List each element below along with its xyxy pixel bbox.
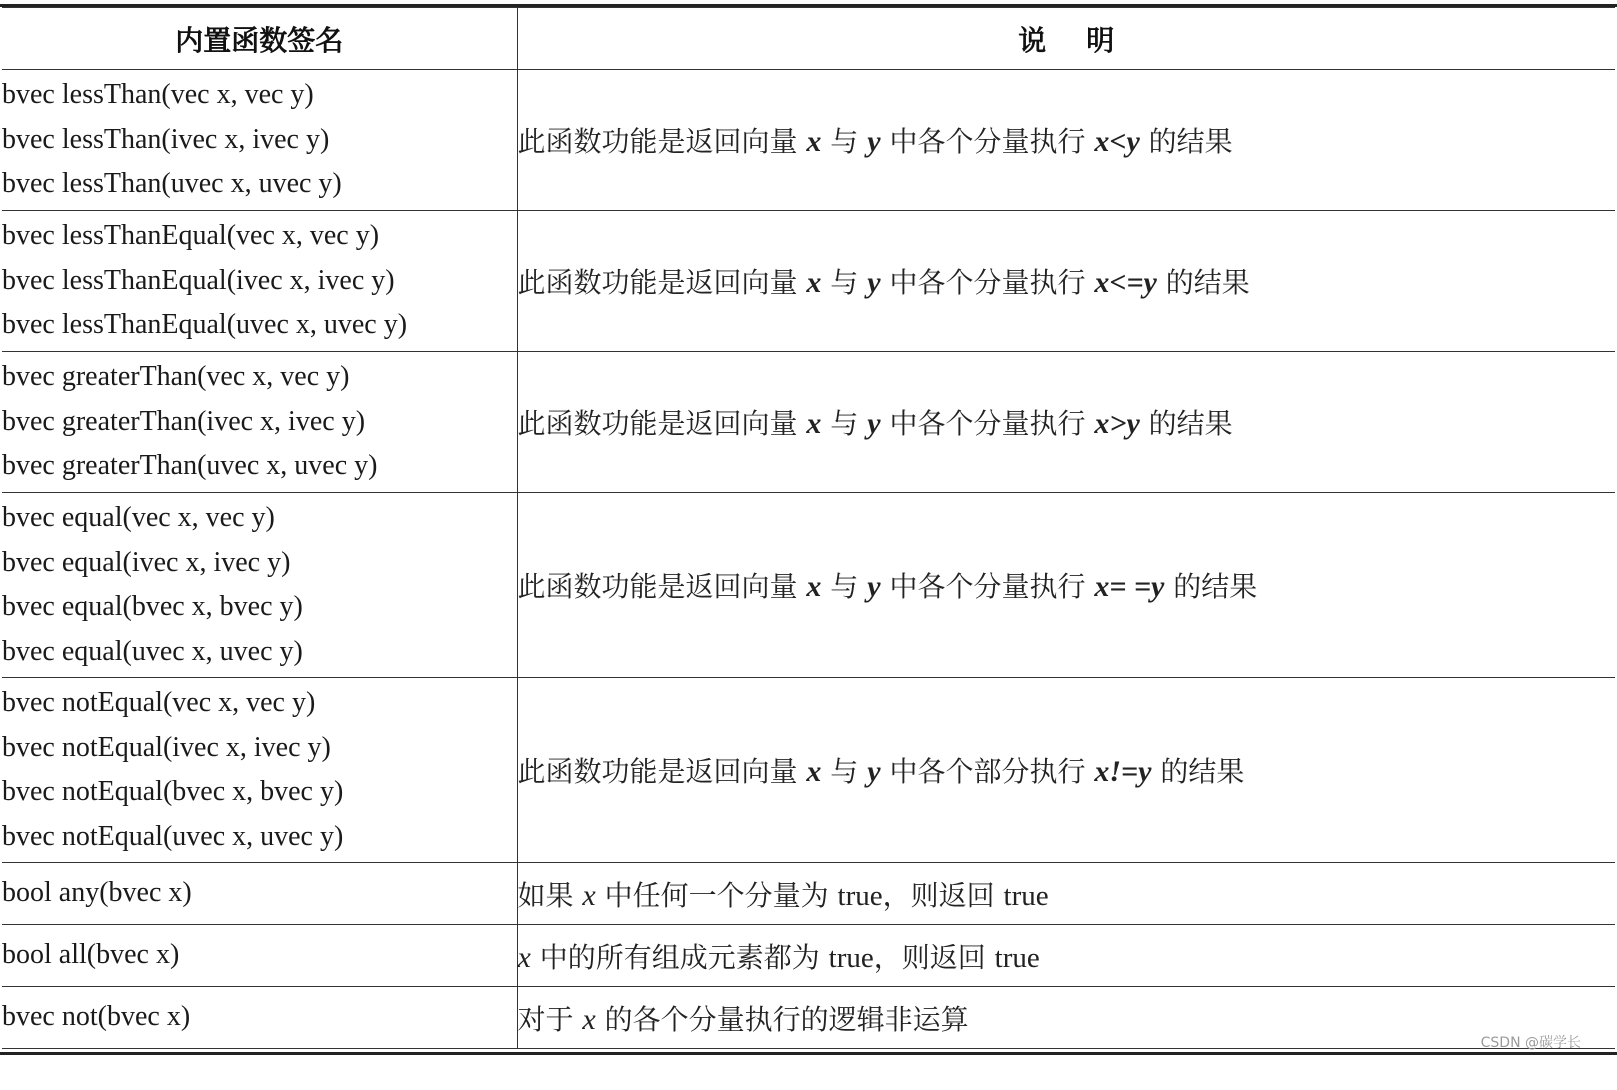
signature-cell [2, 493, 517, 678]
signature-line: bvec notEqual(vec x, vec y) [2, 687, 316, 718]
desc-variable: x [806, 570, 822, 603]
desc-text: 此函数功能是返回向量 [517, 755, 807, 788]
table-row [2, 70, 1615, 211]
table-row [2, 987, 1615, 1049]
desc-text: 的各个分量执行的逻辑非运算 [595, 1002, 969, 1036]
signature-line: bool all(bvec x) [2, 939, 180, 971]
signature-cell [2, 211, 517, 352]
desc-expression: x= =y [1094, 570, 1165, 603]
desc-expression: x<y [1094, 125, 1140, 158]
description-cell [517, 211, 1615, 352]
table-row [2, 925, 1615, 987]
signature-line: bool any(bvec x) [2, 877, 192, 909]
desc-variable: x [582, 1002, 596, 1036]
signature-line: bvec notEqual(uvec x, uvec y) [2, 820, 344, 852]
header-signature: 内置函数签名 [2, 8, 517, 70]
signature-line: bvec greaterThan(uvec x, uvec y) [2, 450, 378, 482]
signature-line: bvec equal(uvec x, uvec y) [2, 635, 303, 667]
signature-cell [2, 352, 517, 493]
desc-text: 与 [821, 266, 868, 299]
desc-keyword: true [1003, 879, 1049, 912]
desc-text: 中各个部分执行 [880, 755, 1095, 788]
desc-variable: y [867, 407, 881, 440]
table-row [2, 352, 1615, 493]
desc-text: 与 [821, 125, 868, 158]
desc-variable: y [867, 755, 881, 788]
desc-text: 与 [821, 407, 868, 440]
signature-cell [2, 925, 517, 987]
signature-cell [2, 987, 517, 1049]
desc-expression: x!=y [1094, 755, 1152, 788]
desc-text: 对于 [517, 1002, 583, 1036]
signature-line: bvec greaterThan(ivec x, ivec y) [2, 405, 366, 437]
desc-variable: x [517, 940, 531, 974]
signature-line: bvec lessThanEqual(vec x, vec y) [2, 220, 380, 252]
desc-variable: y [867, 125, 881, 158]
signature-line: bvec equal(bvec x, bvec y) [2, 591, 303, 622]
desc-text: 中的所有组成元素都为 [530, 940, 829, 974]
description-cell [517, 987, 1615, 1049]
signature-cell [2, 863, 517, 925]
signature-line: bvec lessThanEqual(uvec x, uvec y) [2, 309, 408, 341]
desc-variable: y [867, 570, 881, 603]
desc-text: 的结果 [1151, 755, 1245, 788]
table-row [2, 211, 1615, 352]
desc-text: 的结果 [1139, 125, 1233, 158]
desc-keyword: true [837, 879, 883, 912]
desc-variable: x [582, 878, 596, 912]
desc-expression: x<=y [1094, 266, 1157, 299]
signature-line: bvec lessThan(uvec x, uvec y) [2, 168, 342, 200]
signature-cell [2, 678, 517, 863]
description-cell [517, 70, 1615, 211]
signature-line: bvec lessThan(vec x, vec y) [2, 79, 314, 111]
desc-text: 中任何一个分量为 [595, 878, 838, 912]
desc-text: 此函数功能是返回向量 [517, 407, 807, 440]
desc-text: 中各个分量执行 [880, 407, 1095, 440]
signature-cell [2, 70, 517, 211]
desc-variable: y [867, 266, 881, 299]
desc-text: 此函数功能是返回向量 [517, 570, 807, 603]
description-cell [517, 925, 1615, 987]
desc-text: 的结果 [1164, 570, 1258, 603]
desc-text: 中各个分量执行 [880, 266, 1095, 299]
desc-expression: x>y [1094, 407, 1140, 440]
desc-text: ，则返回 [873, 940, 995, 974]
table-row [2, 863, 1615, 925]
desc-text: 的结果 [1156, 266, 1250, 299]
desc-text: 中各个分量执行 [880, 125, 1095, 158]
signature-line: bvec not(bvec x) [2, 1001, 191, 1033]
signature-line: bvec greaterThan(vec x, vec y) [2, 361, 350, 393]
desc-text: 此函数功能是返回向量 [517, 125, 807, 158]
signature-line: bvec lessThan(ivec x, ivec y) [2, 123, 330, 155]
desc-keyword: true [828, 941, 874, 974]
desc-variable: x [806, 266, 822, 299]
desc-variable: x [806, 407, 822, 440]
description-cell [517, 352, 1615, 493]
description-cell [517, 678, 1615, 863]
desc-variable: x [806, 755, 822, 788]
signature-line: bvec notEqual(bvec x, bvec y) [2, 776, 344, 807]
description-cell [517, 493, 1615, 678]
watermark: CSDN @碳学长 [1480, 1035, 1581, 1051]
signature-line: bvec equal(vec x, vec y) [2, 502, 275, 533]
desc-text: 中各个分量执行 [880, 570, 1095, 603]
desc-text: 与 [821, 755, 868, 788]
desc-text: 如果 [517, 878, 583, 912]
bottom-rule [0, 1052, 1617, 1055]
builtin-function-table [2, 7, 1615, 1049]
desc-text: 与 [821, 570, 868, 603]
desc-keyword: true [994, 941, 1040, 974]
header-description: 说明 [517, 8, 1615, 70]
signature-line: bvec notEqual(ivec x, ivec y) [2, 731, 331, 763]
desc-text: 的结果 [1139, 407, 1233, 440]
desc-text: 此函数功能是返回向量 [517, 266, 807, 299]
table-row [2, 493, 1615, 678]
desc-text: ，则返回 [882, 878, 1004, 912]
signature-line: bvec equal(ivec x, ivec y) [2, 546, 291, 578]
description-cell [517, 863, 1615, 925]
desc-variable: x [806, 125, 822, 158]
table-header-row [2, 8, 1615, 70]
table-row [2, 678, 1615, 863]
signature-line: bvec lessThanEqual(ivec x, ivec y) [2, 264, 395, 296]
